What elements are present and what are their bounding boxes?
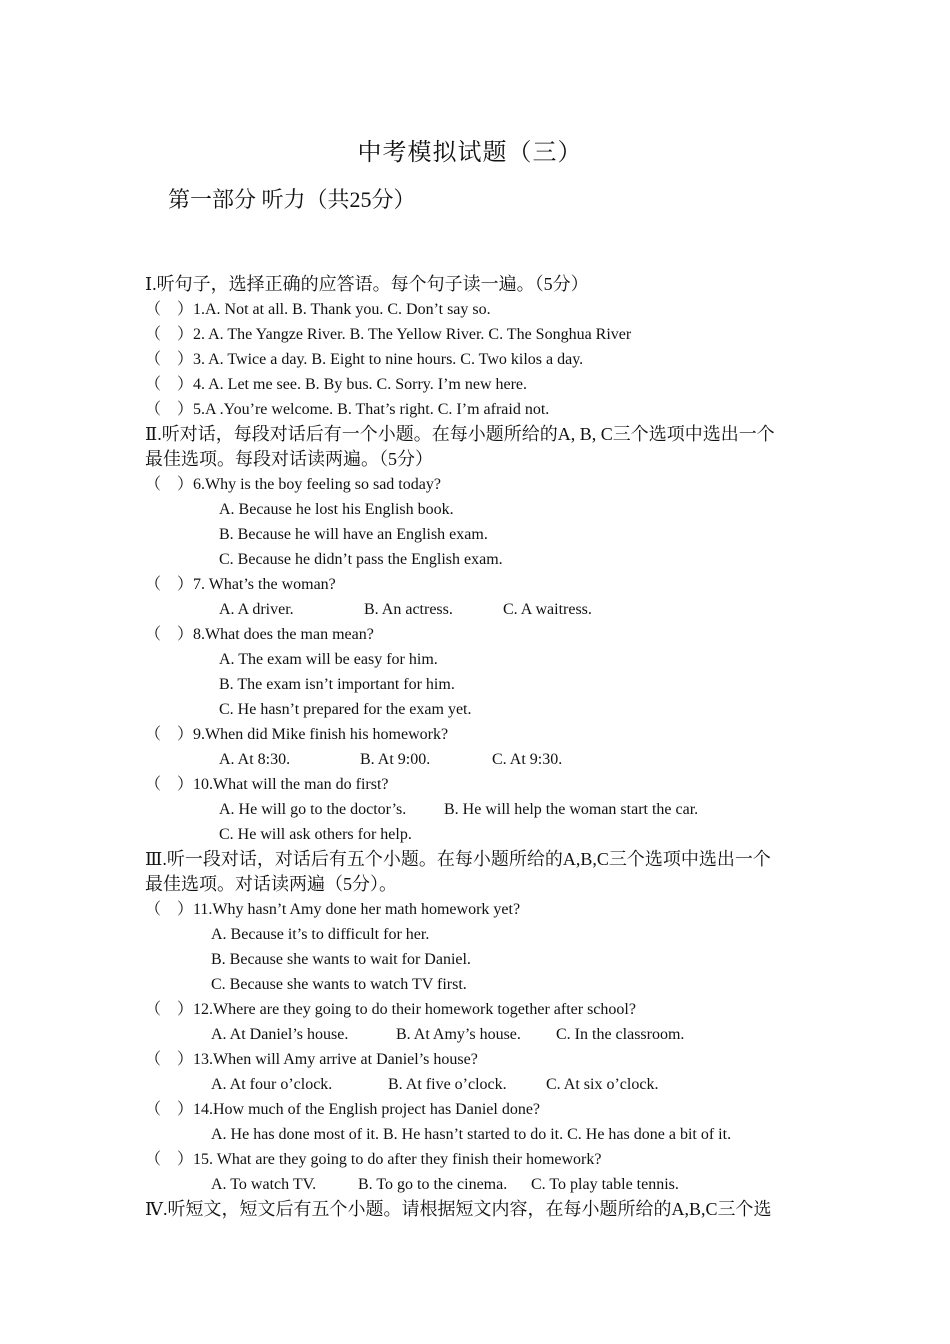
question-text: 9.When did Mike finish his homework?	[193, 726, 449, 743]
option-b: B. He will help the woman start the car.	[444, 801, 699, 818]
question-13-options	[145, 1072, 810, 1097]
question-12	[145, 997, 810, 1022]
question-9	[145, 722, 810, 747]
answer-bracket: （ ）	[145, 776, 194, 793]
option-a: A. Because it’s to difficult for her.	[211, 926, 430, 943]
question-text: 14.How much of the English project has Daniel done?	[193, 1101, 541, 1118]
option-b: B. An actress.	[364, 601, 453, 618]
option-a: 5.A .You’re welcome.	[193, 401, 334, 418]
question-7-options	[145, 597, 810, 622]
option-c: C. To play table tennis.	[531, 1176, 679, 1193]
option-b: B. By bus.	[304, 376, 373, 393]
question-text: 10.What will the man do first?	[193, 776, 389, 793]
option-c: C. The Songhua River	[488, 326, 632, 343]
option-a: A. A driver.	[219, 601, 294, 618]
answer-bracket: （ ）	[145, 401, 194, 418]
option-a: A. He will go to the doctor’s.	[219, 801, 407, 818]
option-c: C. Two kilos a day.	[460, 351, 584, 368]
option-c: C. I’m afraid not.	[437, 401, 550, 418]
question-1	[145, 297, 810, 322]
option-c: C. At 9:30.	[492, 751, 563, 768]
question-7	[145, 572, 810, 597]
question-13	[145, 1047, 810, 1072]
option-c: C. At six o’clock.	[546, 1076, 659, 1093]
option-a: 2. A. The Yangze River.	[193, 326, 346, 343]
option-a: 4. A. Let me see.	[193, 376, 301, 393]
answer-bracket: （ ）	[145, 1001, 194, 1018]
option-b: B. At five o’clock.	[388, 1076, 507, 1093]
question-12-options	[145, 1022, 810, 1047]
exam-content	[145, 272, 810, 1222]
question-text: 6.Why is the boy feeling so sad today?	[193, 476, 441, 493]
question-text: 8.What does the man mean?	[193, 626, 374, 643]
section-1-heading: Ⅰ.听句子，选择正确的应答语。每个句子读一遍。（5分）	[145, 274, 589, 294]
section-3-heading: Ⅲ.听一段对话，对话后有五个小题。在每小题所给的A,B,C三个选项中选出一个	[145, 849, 771, 869]
answer-bracket: （ ）	[145, 576, 194, 593]
option-b: B. To go to the cinema.	[358, 1176, 508, 1193]
question-14-options: A. He has done most of it. B. He hasn’t started to do it. C. He has done a bit of it.	[211, 1126, 732, 1143]
answer-bracket: （ ）	[145, 351, 194, 368]
option-b: B. The Yellow River.	[349, 326, 485, 343]
answer-bracket: （ ）	[145, 726, 194, 743]
question-text: 12.Where are they going to do their homework together after school?	[193, 1001, 636, 1018]
option-a: A. At Daniel’s house.	[211, 1026, 349, 1043]
option-a: A. To watch TV.	[211, 1176, 317, 1193]
question-15	[145, 1147, 810, 1172]
option-b: B. That’s right.	[337, 401, 434, 418]
question-text: 15. What are they going to do after they finish their homework?	[193, 1151, 602, 1168]
question-4	[145, 372, 810, 397]
question-11	[145, 897, 810, 922]
answer-bracket: （ ）	[145, 326, 194, 343]
option-c: C. A waitress.	[503, 601, 592, 618]
question-text: 7. What’s the woman?	[193, 576, 336, 593]
question-10	[145, 772, 810, 797]
question-8	[145, 622, 810, 647]
option-c: C. He hasn’t prepared for the exam yet.	[219, 701, 472, 718]
option-c: C. In the classroom.	[556, 1026, 685, 1043]
section-4-heading: Ⅳ.听短文，短文后有五个小题。请根据短文内容，在每小题所给的A,B,C三个选	[145, 1199, 772, 1219]
option-c: C. Sorry. I’m new here.	[376, 376, 528, 393]
answer-bracket: （ ）	[145, 476, 194, 493]
question-3	[145, 347, 810, 372]
answer-bracket: （ ）	[145, 901, 194, 918]
question-6	[145, 472, 810, 497]
section-2-heading-cont: 最佳选项。每段对话读两遍。（5分）	[145, 449, 433, 469]
option-b: B. At 9:00.	[360, 751, 431, 768]
option-b: B. The exam isn’t important for him.	[219, 676, 455, 693]
option-b: B. At Amy’s house.	[396, 1026, 521, 1043]
answer-bracket: （ ）	[145, 1101, 194, 1118]
question-text: 11.Why hasn’t Amy done her math homework yet?	[193, 901, 521, 918]
option-a: A. The exam will be easy for him.	[219, 651, 438, 668]
part-heading: 第一部分 听力（共25分）	[168, 187, 416, 212]
answer-bracket: （ ）	[145, 626, 194, 643]
option-b: B. Because she wants to wait for Daniel.	[211, 951, 471, 968]
option-a: A. At four o’clock.	[211, 1076, 333, 1093]
section-3-heading-cont: 最佳选项。对话读两遍（5分）。	[145, 874, 397, 894]
question-15-options	[145, 1172, 810, 1197]
option-b: B. Eight to nine hours.	[311, 351, 457, 368]
answer-bracket: （ ）	[145, 1151, 194, 1168]
question-5	[145, 397, 810, 422]
answer-bracket: （ ）	[145, 301, 194, 318]
answer-bracket: （ ）	[145, 376, 194, 393]
option-a: 3. A. Twice a day.	[193, 351, 308, 368]
option-a: A. Because he lost his English book.	[219, 501, 454, 518]
answer-bracket: （ ）	[145, 1051, 194, 1068]
option-c: C. Because she wants to watch TV first.	[211, 976, 467, 993]
option-c: C. He will ask others for help.	[219, 826, 412, 843]
section-2-heading: Ⅱ.听对话，每段对话后有一个小题。在每小题所给的A, B, C三个选项中选出一个	[145, 424, 775, 444]
question-2	[145, 322, 810, 347]
question-9-options	[145, 747, 810, 772]
option-a: 1.A. Not at all.	[193, 301, 289, 318]
option-a: A. At 8:30.	[219, 751, 291, 768]
page-title: 中考模拟试题（三）	[357, 140, 583, 166]
question-14	[145, 1097, 810, 1122]
option-c: C. Don’t say so.	[387, 301, 491, 318]
option-c: C. Because he didn’t pass the English exam.	[219, 551, 503, 568]
question-text: 13.When will Amy arrive at Daniel’s house?	[193, 1051, 478, 1068]
question-10-options	[145, 797, 810, 822]
option-b: B. Because he will have an English exam.	[219, 526, 488, 543]
option-b: B. Thank you.	[292, 301, 384, 318]
